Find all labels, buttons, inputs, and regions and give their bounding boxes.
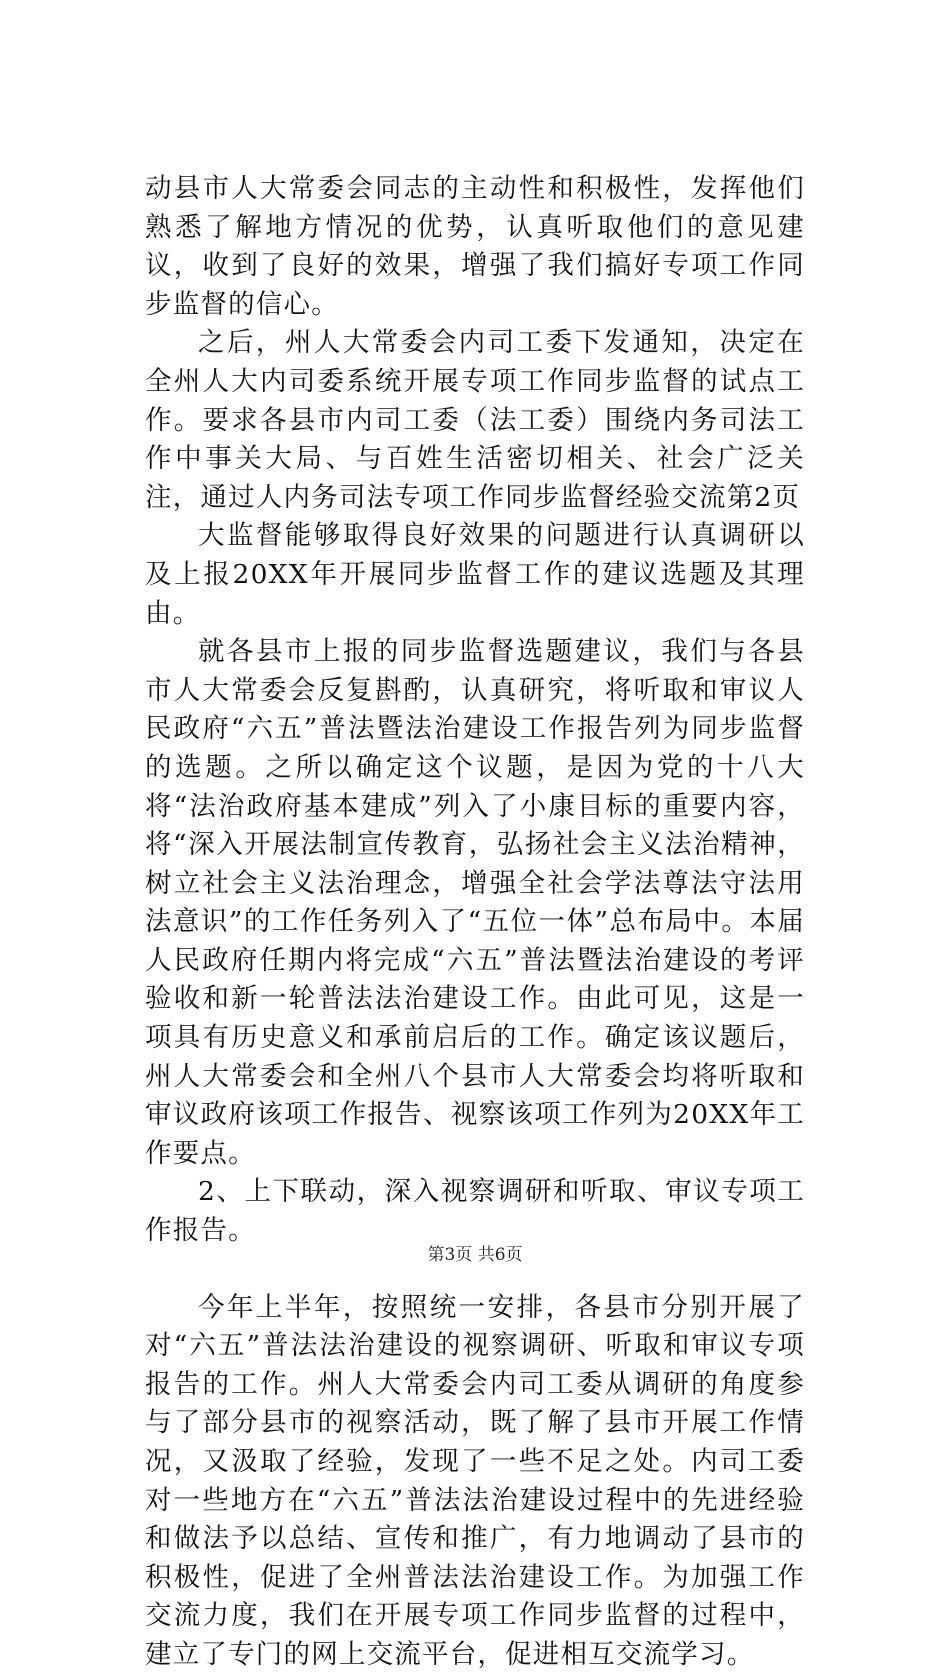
paragraph-topic-selection: 就各县市上报的同步监督选题建议，我们与各县市人大常委会反复斟酌，认真研究，将听取和审议人民政府“六五”普法暨法治建设工作报告列为同步监督的选题。之所以确定这个议题，是因为党的十八大将“法治政府基本建成”列入了小康目标的重要内容，将“深入开展法制宣传教育，弘扬社会主义法治精神，树立社会主义法治理念，增强全社会学法尊法守法用法意识”的工作任务列入了“五位一体”总布局中。本届人民政府任期内将完成“六五”普法暨法治建设的考评验收和新一轮普法法治建设工作。由此可见，这是一项具有历史意义和承前启后的工作。确定该议题后，州人大常委会和全州八个县市人大常委会均将听取和审议政府该项工作报告、视察该项工作列为20XX年工作要点。 (145, 636, 805, 1169)
paragraph-continuation: 动县市人大常委会同志的主动性和积极性，发挥他们熟悉了解地方情况的优势，认真听取他们的意见建议，收到了良好的效果，增强了我们搞好专项工作同步监督的信心。 (145, 173, 805, 320)
section-heading: 2、上下联动，深入视察调研和听取、审议专项工作报告。 (145, 1176, 805, 1247)
paragraph-notice: 之后，州人大常委会内司工委下发通知，决定在全州人大内司委系统开展专项工作同步监督的试点工作。要求各县市内司工委（法工委）围绕内务司法工作中事关大局、与百姓生活密切相关、社会广泛关注，通过人内务司法专项工作同步监督经验交流第2页 (145, 327, 805, 513)
document-body (145, 170, 805, 1675)
page-footer: 第3页 共6页 (427, 1245, 523, 1265)
paragraph-inspection: 今年上半年，按照统一安排，各县市分别开展了对“六五”普法法治建设的视察调研、听取和审议专项报告的工作。州人大常委会内司工委从调研的角度参与了部分县市的视察活动，既了解了县市开展工作情况，又汲取了经验，发现了一些不足之处。内司工委对一些地方在“六五”普法法治建设过程中的先进经验和做法予以总结、宣传和推广，有力地调动了县市的积极性，促进了全州普法法治建设工作。为加强工作交流力度，我们在开展专项工作同步监督的过程中，建立了专门的网上交流平台，促进相互交流学习。 (145, 1291, 805, 1670)
paragraph-topic-request: 大监督能够取得良好效果的问题进行认真调研以及上报20XX年开展同步监督工作的建议选题及其理由。 (145, 520, 805, 629)
